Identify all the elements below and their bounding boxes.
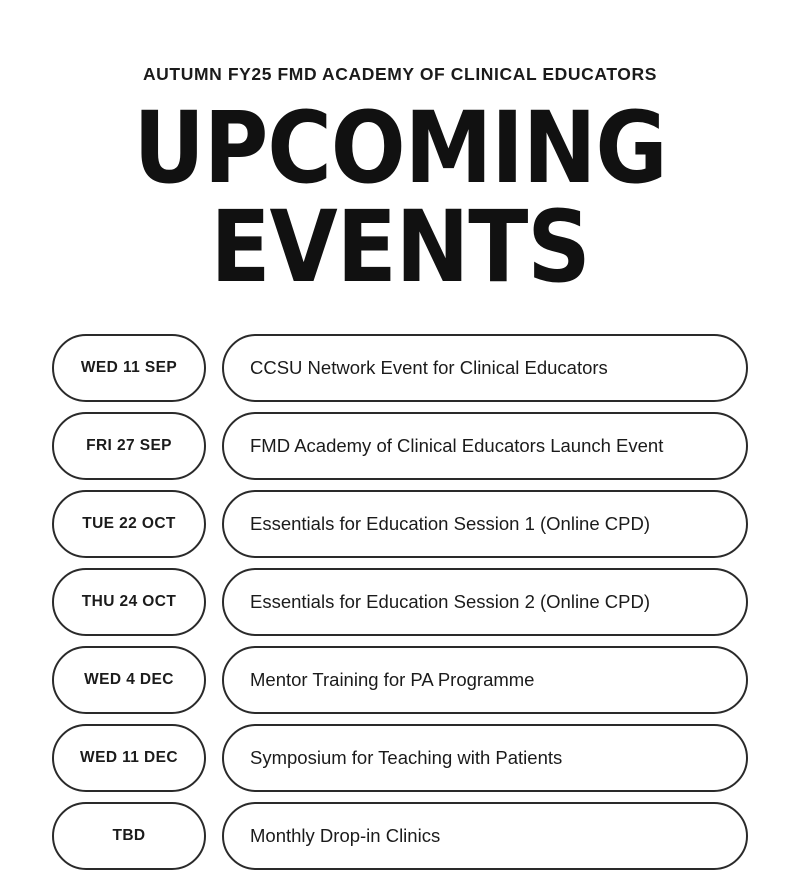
list-item	[52, 645, 748, 715]
poster-kicker: AUTUMN FY25 FMD ACADEMY OF CLINICAL EDUCATORS	[142, 64, 658, 84]
event-title: Monthly Drop-in Clinics	[222, 802, 748, 870]
events-list	[52, 333, 748, 871]
page-title: UPCOMING EVENTS	[133, 89, 667, 305]
list-item	[52, 411, 748, 481]
event-date-badge: WED 4 DEC	[52, 646, 206, 714]
event-title: Essentials for Education Session 1 (Online CPD)	[222, 490, 748, 558]
event-title: FMD Academy of Clinical Educators Launch Event	[222, 412, 748, 480]
list-item	[52, 723, 748, 793]
event-date-badge: WED 11 DEC	[52, 724, 206, 792]
list-item	[52, 801, 748, 871]
event-date-badge: FRI 27 SEP	[52, 412, 206, 480]
event-date-badge: THU 24 OCT	[52, 568, 206, 636]
list-item	[52, 489, 748, 559]
event-title: Mentor Training for PA Programme	[222, 646, 748, 714]
event-title: Symposium for Teaching with Patients	[222, 724, 748, 792]
event-date-badge: TUE 22 OCT	[52, 490, 206, 558]
list-item	[52, 567, 748, 637]
event-title: CCSU Network Event for Clinical Educators	[222, 334, 748, 402]
event-date-badge: WED 11 SEP	[52, 334, 206, 402]
event-title: Essentials for Education Session 2 (Online CPD)	[222, 568, 748, 636]
list-item	[52, 333, 748, 403]
event-date-badge: TBD	[52, 802, 206, 870]
